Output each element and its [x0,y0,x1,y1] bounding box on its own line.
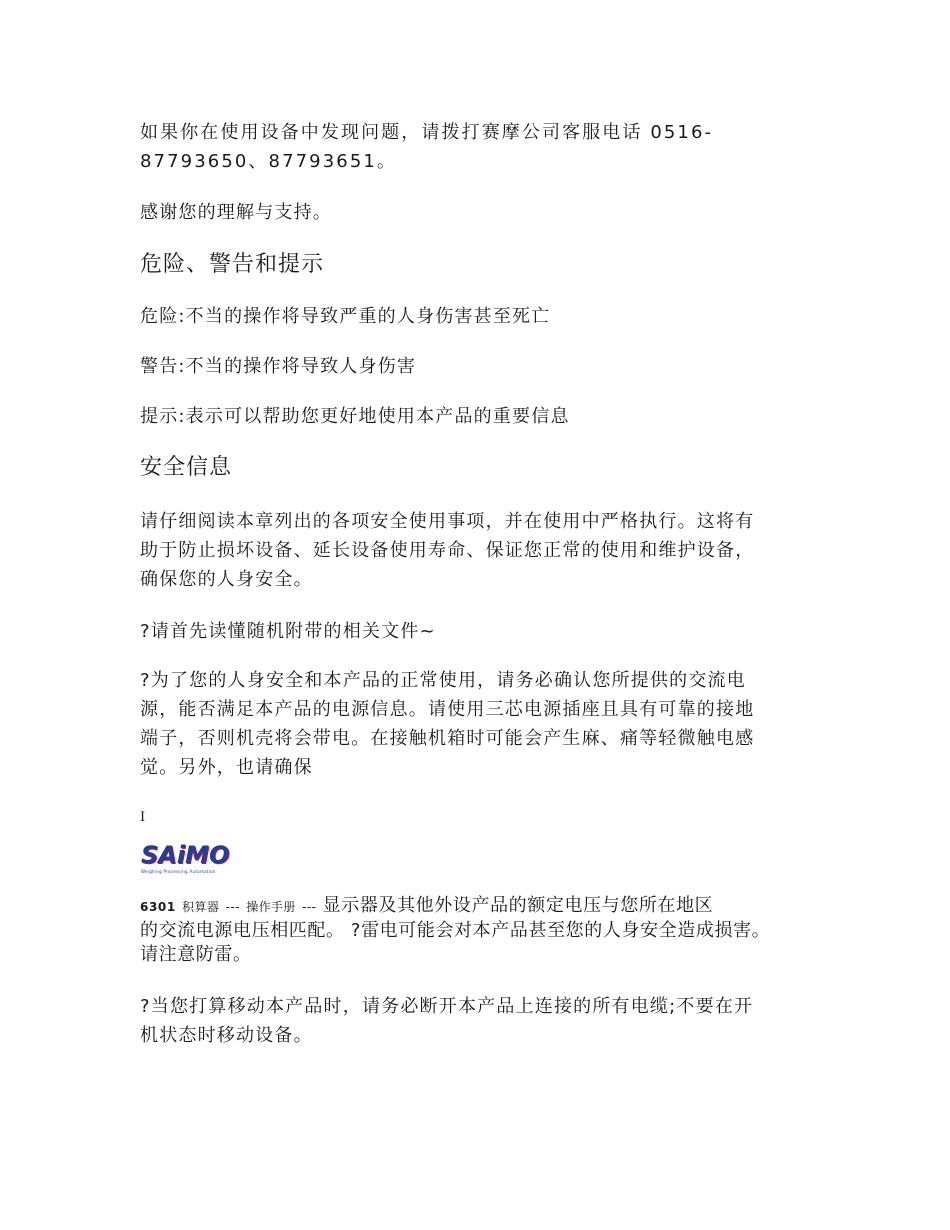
safety-intro-line-3: 确保您的人身安全。 [140,569,313,590]
safety-intro-line-2: 助于防止损坏设备、延长设备使用寿命、保证您正常的使用和维护设备， [140,540,755,561]
safety-intro-paragraph [140,507,754,594]
contact-line-2: 87793650、87793651。 [140,151,398,172]
move-item-line-1: ?当您打算移动本产品时，请务必断开本产品上连接的所有电缆;不要在开 [140,996,754,1017]
contact-paragraph [140,118,713,176]
tip-definition: 提示:表示可以帮助您更好地使用本产品的重要信息 [140,406,570,427]
footer-line-2: 的交流电源电压相匹配。 ?雷电可能会对本产品甚至您的人身安全造成损害。 [140,920,771,941]
separator: --- [225,900,240,914]
manual-footer-paragraph [140,894,840,967]
read-docs-item: ?请首先读懂随机附带的相关文件~ [140,621,436,642]
logo-wordmark: SAiMO [141,841,230,869]
thanks-text: 感谢您的理解与支持。 [140,202,332,223]
footer-line-3: 请注意防雷。 [140,944,252,965]
product-name: 积算器 [182,900,220,914]
moving-device-item [140,992,753,1050]
power-item-line-4: 觉。另外，也请确保 [140,757,313,778]
separator: --- [302,900,317,914]
safety-heading: 安全信息 [140,455,233,480]
contact-line-1: 如果你在使用设备中发现问题，请拨打赛摩公司客服电话 0516- [140,122,714,143]
page-marker: I [140,810,146,825]
power-supply-item [140,666,754,782]
power-item-line-2: 源，能否满足本产品的电源信息。请使用三芯电源插座且具有可靠的接地 [140,699,755,720]
danger-heading: 危险、警告和提示 [140,252,325,277]
power-item-line-3: 端子，否则机壳将会带电。在接触机箱时可能会产生麻、痛等轻微触电感 [140,728,755,749]
power-item-line-1: ?为了您的人身安全和本产品的正常使用，请务必确认您所提供的交流电 [140,670,746,691]
logo-tagline: Weighing Processing Automation [141,869,216,874]
saimo-logo [141,842,233,876]
move-item-line-2: 机状态时移动设备。 [140,1025,313,1046]
model-number: 6301 [140,900,176,914]
footer-line-1-text: 显示器及其他外设产品的额定电压与您所在地区 [322,895,714,916]
warning-definition: 警告:不当的操作将导致人身伤害 [140,356,417,377]
safety-intro-line-1: 请仔细阅读本章列出的各项安全使用事项，并在使用中严格执行。这将有 [140,511,755,532]
danger-definition: 危险:不当的操作将导致严重的人身伤害甚至死亡 [140,306,551,327]
manual-label: 操作手册 [246,900,296,914]
